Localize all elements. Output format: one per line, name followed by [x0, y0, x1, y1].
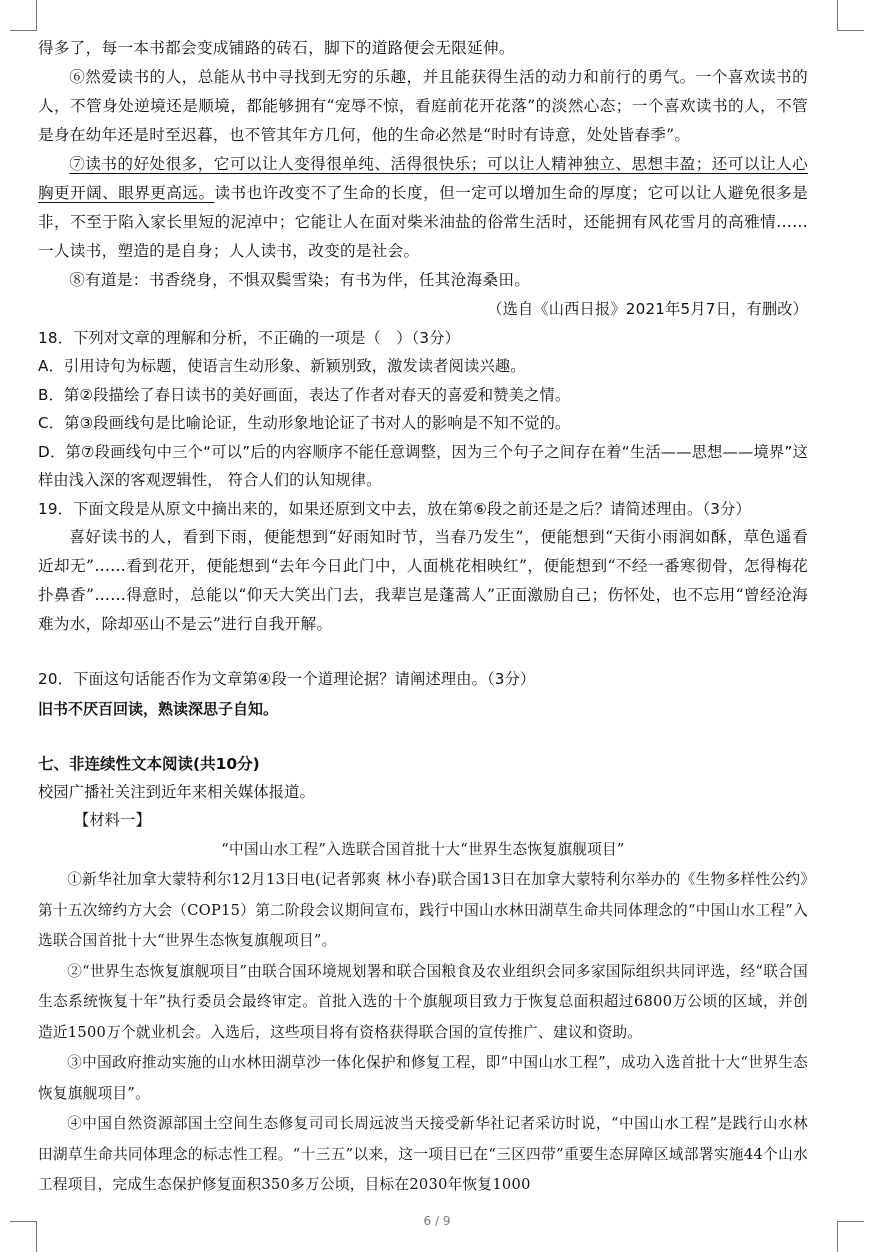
question-18-option-d: D．第⑦段画线句中三个“可以”后的内容顺序不能任意调整，因为三个句子之间存在着“生活——思想——境界”这样由浅入深的客观逻辑性， 符合人们的认知规律。 [38, 442, 808, 489]
question-18-option-a: A．引用诗句为标题，使语言生动形象、新颖别致，激发读者阅读兴趣。 [38, 357, 526, 375]
question-20-quote: 旧书不厌百回读，熟读深思子自知。 [38, 699, 279, 718]
question-19-stem: 19．下面文段是从原文中摘出来的，如果还原到文中去，放在第⑥段之前还是之后？请简述理由。（3分） [38, 499, 751, 518]
material-1-label: 【材料一】 [74, 811, 151, 829]
material-1-headline: “中国山水工程”入选联合国首批十大“世界生态恢复旗舰项目” [221, 840, 625, 858]
material-1-paragraph-1: ①新华社加拿大蒙特利尔12月13日电(记者郭爽 林小春)联合国13日在加拿大蒙特利尔举办的《生物多样性公约》第十五次缔约方大会（COP15）第二阶段会议期间宣布，践行中国山水林田湖草生命共同体理念的“中国山水工程”入选联合国首批十大“世界生态恢复旗舰项目”。 [38, 871, 808, 949]
question-18-option-b: B．第②段描绘了春日读书的美好画面，表达了作者对春天的喜爱和赞美之情。 [38, 385, 571, 404]
crop-mark-top-right [837, 0, 864, 31]
paragraph-8: ⑧有道是：书香绕身，不惧双鬓雪染；有书为伴，任其沧海桑田。 [69, 271, 531, 289]
paragraph-7-underlined-sentence: ⑦读书的好处很多，它可以让人变得很单纯、活得很快乐；可以让人精神独立、思想丰盈；还可以让人心胸更开阔、眼界更高远。 [38, 155, 808, 202]
paragraph-6: ⑥然爱读书的人，总能从书中寻找到无穷的乐趣，并且能获得生活的动力和前行的勇气。一个喜欢读书的人，不管身处逆境还是顺境，都能够拥有“宠辱不惊，看庭前花开花落”的淡然心态；一个喜欢读书的人，不管是身在幼年还是时至迟暮，也不管其年方几何，他的生命必然是“时时有诗意，处处皆春季”。 [38, 68, 808, 144]
document-page [38, 34, 808, 1201]
question-18-option-c: C．第③段画线句是比喻论证，生动形象地论证了书对人的影响是不知不觉的。 [38, 414, 571, 432]
section-7-intro: 校园广播社关注到近年来相关媒体报道。 [38, 782, 315, 801]
question-19-passage: 喜好读书的人，看到下雨，便能想到“好雨知时节，当春乃发生”，便能想到“天街小雨润如酥，草色遥看近却无”……看到花开，便能想到“去年今日此门中，人面桃花相映红”，便能想到“不经一番寒彻骨，怎得梅花扑鼻香”……得意时，总能以“仰天大笑出门去，我辈岂是蓬蒿人”正面激励自己；伤怀处，也不忘用“曾经沧海难为水，除却巫山不是云”进行自我开解。 [38, 528, 808, 633]
section-7-title: 七、非连续性文本阅读(共10分) [38, 754, 260, 773]
question-20-stem: 20．下面这句话能否作为文章第④段一个道理论据？请阐述理由。（3分） [38, 670, 536, 688]
material-1-paragraph-3: ③中国政府推动实施的山水林田湖草沙一体化保护和修复工程，即“中国山水工程”，成功入选首批十大“世界生态恢复旗舰项目”。 [38, 1054, 808, 1102]
paragraph-7-rest: 读书也许改变不了生命的长度，但一定可以增加生命的厚度；它可以让人避免很多是非，不至于陷入家长里短的泥淖中；它能让人在面对柴米油盐的俗常生活时，还能拥有风花雪月的高雅情……一人读书，塑造的是自身；人人读书，改变的是社会。 [38, 184, 808, 260]
paragraph-5-tail: 得多了，每一本书都会变成铺路的砖石，脚下的道路便会无限延伸。 [38, 39, 515, 57]
question-18-stem: 18．下列对文章的理解和分析，不正确的一项是（ ）（3分） [38, 328, 461, 347]
crop-mark-top-left [10, 0, 37, 31]
material-1-paragraph-2: ②“世界生态恢复旗舰项目”由联合国环境规划署和联合国粮食及农业组织会同多家国际组织共同评选，经“联合国生态系统恢复十年”执行委员会最终审定。首批入选的十个旗舰项目致力于恢复总面积超过6800万公顷的区域，并创造近1500万个就业机会。入选后，这些项目将有资格获得联合国的宣传推广、建议和资助。 [38, 962, 808, 1041]
material-1-paragraph-4: ④中国自然资源部国土空间生态修复司司长周远波当天接受新华社记者采访时说，“中国山水工程”是践行山水林田湖草生命共同体理念的标志性工程。“十三五”以来，这一项目已在“三区四带”重要生态屏障区域部署实施44个山水工程项目，完成生态保护修复面积350多万公顷，目标在2030年恢复1000 [38, 1115, 808, 1193]
paragraph-7 [38, 150, 808, 266]
article-source: （选自《山西日报》2021年5月7日，有删改） [487, 300, 808, 318]
page-number: 6 / 9 [423, 1214, 451, 1228]
